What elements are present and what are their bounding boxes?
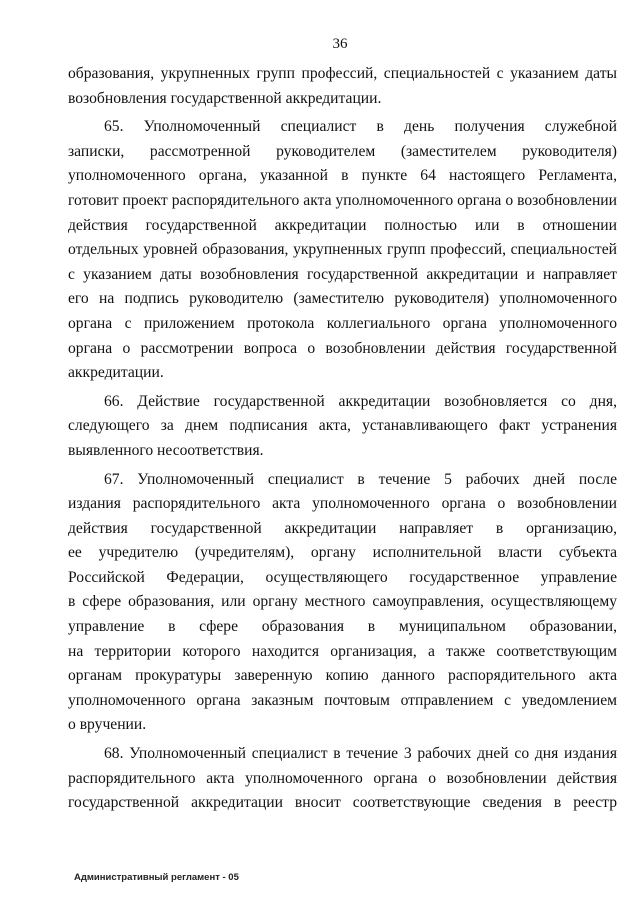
text-line: выявленного несоответствия. <box>68 441 264 459</box>
text-line: 67. Уполномоченный специалист в течение 5 рабочих дней после <box>104 470 617 488</box>
text-line: готовит проект распорядительного акта уполномоченного органа о возобновлении <box>68 191 617 209</box>
text-line: записки, рассмотренной руководителем (заместителем руководителя) <box>68 142 617 160</box>
text-line: действия государственной аккредитации полностью или в отношении <box>68 216 617 234</box>
text-line: Российской Федерации, осуществляющего государственное управление <box>68 568 617 586</box>
page-footer: Административный регламент - 05 <box>74 872 239 883</box>
text-line: аккредитации. <box>68 364 164 382</box>
text-line: уполномоченного органа, указанной в пункте 64 настоящего Регламента, <box>68 167 617 185</box>
text-line: издания распорядительного акта уполномоченного органа о возобновлении <box>68 495 617 513</box>
paragraph-66 <box>68 390 617 464</box>
text-line: 68. Уполномоченный специалист в течение 3 рабочих дней со дня издания <box>104 745 617 763</box>
text-line: образования, укрупненных групп профессий, специальностей с указанием даты <box>68 65 617 82</box>
text-line: распорядительного акта уполномоченного органа о возобновлении действия <box>68 769 617 787</box>
text-line: возобновления государственной аккредитации. <box>68 89 382 107</box>
text-line: следующего за днем подписания акта, устанавливающего факт устранения <box>68 417 617 435</box>
document-body <box>68 62 617 820</box>
text-line: в сфере образования, или органу местного самоуправления, осуществляющему <box>68 593 617 611</box>
paragraph-68 <box>68 742 617 816</box>
text-line: государственной аккредитации вносит соответствующие сведения в реестр <box>68 794 617 812</box>
paragraph-65 <box>68 115 617 386</box>
text-line: на территории которого находится организация, а также соответствующим <box>68 642 617 660</box>
text-line: отдельных уровней образования, укрупненных групп профессий, специальностей <box>68 241 617 259</box>
text-line: управление в сфере образования в муниципальном образовании, <box>68 618 617 636</box>
paragraph-67 <box>68 468 617 739</box>
text-line: органам прокуратуры заверенную копию данного распорядительного акта <box>68 667 617 685</box>
paragraph-continuation <box>68 62 617 111</box>
text-line: органа о рассмотрении вопроса о возобновлении действия государственной <box>68 339 617 357</box>
text-line: 66. Действие государственной аккредитации возобновляется со дня, <box>104 392 617 410</box>
text-line: действия государственной аккредитации направляет в организацию, <box>68 519 617 537</box>
text-line: ее учредителю (учредителям), органу исполнительной власти субъекта <box>68 544 617 562</box>
text-line: его на подпись руководителю (заместителю руководителя) уполномоченного <box>68 290 617 308</box>
text-line: с указанием даты возобновления государственной аккредитации и направляет <box>68 265 617 283</box>
text-line: уполномоченного органа заказным почтовым отправлением с уведомлением <box>68 691 617 709</box>
text-line: органа с приложением протокола коллегиального органа уполномоченного <box>68 314 617 332</box>
text-line: о вручении. <box>68 716 147 734</box>
page-number: 36 <box>332 36 348 52</box>
text-line: 65. Уполномоченный специалист в день получения служебной <box>104 118 617 136</box>
